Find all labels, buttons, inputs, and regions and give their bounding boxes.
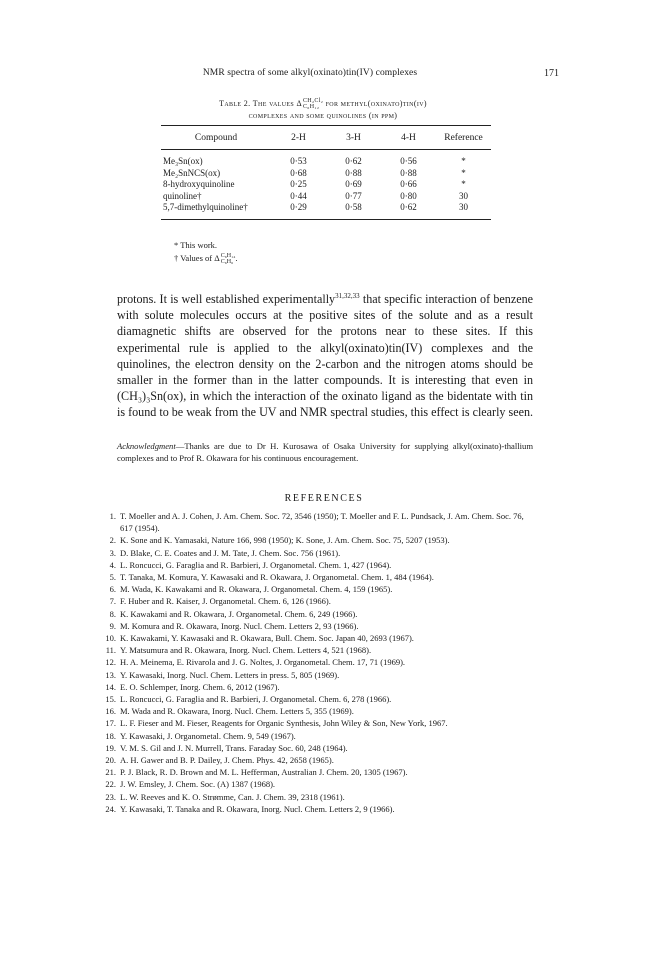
cell-compound: Me₂SnNCS(ox) [163,167,221,178]
reference-item [104,595,536,607]
cell-2h: 0·53 [290,156,307,166]
cell-4h: 0·56 [400,156,417,166]
cell-reference: 30 [436,202,491,219]
cell-reference: 30 [459,190,468,201]
reference-item [104,791,536,803]
table-caption-line-1 [150,98,496,110]
reference-number: 8. [109,608,116,619]
reference-text: Y. Kawasaki, Inorg. Nucl. Chem. Letters in press. 5, 805 (1969). [120,669,340,680]
footnote-2-pre: † Values of [174,253,213,263]
acknowledgment-label: Acknowledgment [117,441,176,451]
reference-number: 21. [105,767,116,778]
running-head: NMR spectra of some alkyl(oxinato)tin(IV) complexes [202,68,418,78]
reference-number: 24. [105,803,116,814]
reference-number: 7. [109,596,116,607]
footnote-delta-subscript: C₆H₆ [220,259,234,266]
footnote-2-post: . [235,253,238,263]
reference-item [104,778,536,790]
footnote-this-work: * This work. [174,240,218,250]
delta-subscript: C₆H₁₂ [302,104,320,111]
reference-number: 14. [105,681,116,692]
reference-item [104,656,536,668]
cell-2h: 0·44 [290,190,307,201]
footnote-values-of [174,252,237,265]
delta-superscript: CH₂Cl₂ [302,98,324,105]
citation-superscript: 31,32,33 [335,292,360,300]
reference-number: 16. [105,706,116,717]
cell-4h: 0·62 [381,202,436,219]
cell-compound: Me₃Sn(ox) [163,156,203,166]
cell-2h: 0·29 [271,202,326,219]
footnote-delta-indices [221,253,236,265]
references-list [104,510,536,815]
reference-number: 9. [109,620,116,631]
delta-solvent-indices [303,98,323,110]
cell-4h: 0·66 [400,179,417,189]
reference-item [104,547,536,559]
reference-text: P. J. Black, R. D. Brown and M. L. Hefferman, Australian J. Chem. 20, 1305 (1967). [120,767,408,778]
reference-item [104,534,536,546]
table-caption-post: for methyl(oxinato)tin(iv) [325,99,427,108]
nmr-shift-table [161,125,491,220]
reference-text: A. H. Gawer and B. P. Dailey, J. Chem. Phys. 42, 2658 (1965). [120,755,334,766]
cell-compound: 5,7-dimethylquinoline† [161,202,271,219]
acknowledgment-text: —Thanks are due to Dr H. Kurosawa of Osaka University for supplying alkyl(oxinato)-thallium complexes and to Prof R. Okawara for his continuous encouragement. [117,441,533,463]
reference-text: Y. Kawasaki, J. Organometal. Chem. 9, 549 (1967). [120,730,296,741]
table-label: Table 2. [219,99,251,108]
reference-number: 5. [109,572,116,583]
reference-number: 6. [109,584,116,595]
reference-number: 22. [105,779,116,790]
reference-item [104,754,536,766]
header-2h: 2-H [271,126,326,150]
reference-text: V. M. S. Gil and J. N. Murrell, Trans. Faraday Soc. 60, 248 (1964). [120,742,348,753]
header-3h: 3-H [326,126,381,150]
cell-2h: 0·68 [290,167,307,178]
table-caption [150,98,496,122]
cell-3h: 0·88 [345,167,362,178]
footnote-delta-superscript: C₆H₁₄ [220,253,236,260]
reference-number: 20. [105,755,116,766]
reference-number: 15. [105,694,116,705]
reference-text: L. W. Reeves and K. O. Strømme, Can. J. Chem. 39, 2318 (1961). [120,791,345,802]
cell-compound: 8-hydroxyquinoline [163,179,235,189]
cell-3h: 0·69 [345,179,362,189]
cell-reference: * [461,167,466,178]
reference-text: Y. Kawasaki, T. Tanaka and R. Okawara, Inorg. Nucl. Chem. Letters 2, 9 (1966). [120,803,395,814]
reference-text: K. Kawakami, Y. Kawasaki and R. Okawara, Bull. Chem. Soc. Japan 40, 2693 (1967). [120,633,414,644]
table-row [161,191,491,203]
reference-text: K. Kawakami and R. Okawara, J. Organometal. Chem. 6, 249 (1966). [120,608,358,619]
reference-number: 13. [105,669,116,680]
table-row [161,168,491,180]
reference-number: 4. [109,559,116,570]
reference-text: M. Komura and R. Okawara, Inorg. Nucl. Chem. Letters 2, 93 (1966). [120,620,359,631]
header-4h: 4-H [381,126,436,150]
cell-3h: 0·77 [345,190,362,201]
reference-number: 18. [105,730,116,741]
reference-text: E. O. Schlemper, Inorg. Chem. 6, 2012 (1967). [120,681,280,692]
reference-text: L. Roncucci, G. Faraglia and R. Barbieri, J. Organometal. Chem. 1, 427 (1964). [120,559,392,570]
cell-4h: 0·88 [400,167,417,178]
footnote-delta-symbol: Δ [214,253,220,263]
header-reference: Reference [436,126,491,150]
reference-item [104,559,536,571]
references-heading: REFERENCES [284,493,364,504]
cell-reference: * [461,156,466,166]
reference-text: D. Blake, C. E. Coates and J. M. Tate, J. Chem. Soc. 756 (1961). [120,547,341,558]
reference-item [104,803,536,815]
reference-number: 2. [109,535,116,546]
reference-text: J. W. Emsley, J. Chem. Soc. (A) 1387 (1968). [120,779,276,790]
header-compound: Compound [161,126,271,150]
reference-text: M. Wada and R. Okawara, Inorg. Nucl. Chem. Letters 5, 355 (1969). [120,706,354,717]
body-text-part-1: protons. It is well established experimentally [117,292,336,306]
reference-number: 19. [105,742,116,753]
table-caption-pre: The values [252,99,295,108]
reference-item [104,730,536,742]
reference-item [104,571,536,583]
reference-item [104,510,536,534]
reference-item [104,608,536,620]
reference-number: 1. [109,511,116,521]
reference-text: L. F. Fieser and M. Fieser, Reagents for Organic Synthesis, John Wiley & Son, New York, 1967. [120,718,448,729]
table-row [161,150,491,168]
reference-number: 17. [105,718,116,729]
reference-item [104,705,536,717]
cell-3h: 0·58 [326,202,381,219]
reference-text: M. Wada, K. Kawakami and R. Okawara, J. Organometal. Chem. 4, 159 (1965). [120,584,393,595]
reference-number: 10. [105,633,116,644]
reference-item [104,717,536,729]
table-footnotes [174,239,237,265]
reference-number: 11. [105,645,116,656]
body-text-part-2: that specific interaction of benzene with solute molecules occurs at the positive sites of the solute and as a result diamagnetic shifts are observed for the protons near to these sites. If this experimental rule is applied to the alkyl(oxinato)tin(IV) complexes and the quinolines, the electron density on the 2-carbon and the nitrogen atoms should be smaller in the former than in the latter compounds. It is interesting that even in (CH₃)₃Sn(ox), in which the interaction of the oxinato ligand as the bidentate with tin is found to be weak from the UV and NMR spectral studies, this effect is clearly seen. [117,292,534,420]
cell-compound: quinoline† [163,190,202,201]
reference-item [104,693,536,705]
reference-number: 23. [105,791,116,802]
reference-text: H. A. Meinema, E. Rivarola and J. G. Noltes, J. Organometal. Chem. 17, 71 (1969). [120,657,406,668]
reference-item [104,669,536,681]
reference-text: Y. Matsumura and R. Okawara, Inorg. Nucl. Chem. Letters 4, 521 (1968). [120,645,372,656]
table-header-row [161,126,491,150]
reference-item [104,766,536,778]
cell-4h: 0·80 [400,190,417,201]
reference-item [104,620,536,632]
reference-number: 3. [109,547,116,558]
table-row [161,179,491,191]
table-caption-line-2: complexes and some quinolines (in ppm) [248,111,398,121]
reference-text: F. Huber and R. Kaiser, J. Organometal. Chem. 6, 126 (1966). [120,596,331,607]
reference-item [104,742,536,754]
reference-item [104,583,536,595]
reference-text: T. Tanaka, M. Komura, Y. Kawasaki and R. Okawara, J. Organometal. Chem. 1, 484 (1964). [120,572,434,583]
delta-symbol: Δ [296,99,302,108]
reference-item [104,681,536,693]
reference-text: L. Roncucci, G. Faraglia and R. Barbieri, J. Organometal. Chem. 6, 278 (1966). [120,694,392,705]
page-number: 171 [544,68,559,79]
body-paragraph [117,291,533,421]
reference-item [104,644,536,656]
reference-item [104,632,536,644]
cell-reference: * [461,179,466,189]
table-row [161,202,491,219]
reference-text: K. Sone and K. Yamasaki, Nature 166, 998 (1950); K. Sone, J. Am. Chem. Soc. 75, 5207 (1953). [120,535,450,546]
cell-3h: 0·62 [345,156,362,166]
reference-text: T. Moeller and A. J. Cohen, J. Am. Chem. Soc. 72, 3546 (1950); T. Moeller and F. L. Pundsack, J. Am. Chem. Soc. 76, 617 (1954). [120,511,524,534]
cell-2h: 0·25 [290,179,307,189]
reference-number: 12. [105,657,116,668]
acknowledgment-paragraph [117,440,533,464]
